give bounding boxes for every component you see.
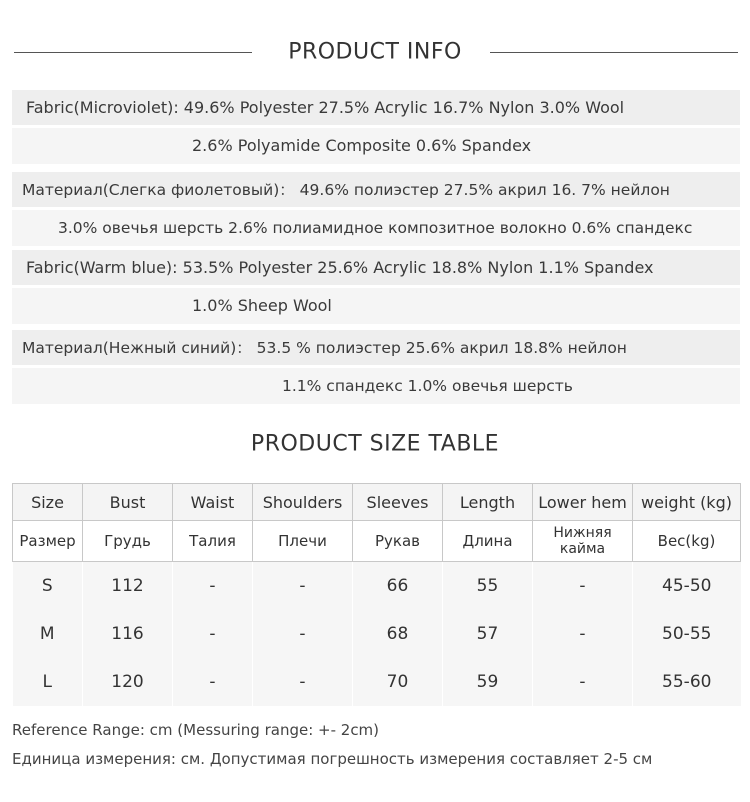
column-header: Bust — [83, 484, 173, 521]
fabric-info-block-ru-blue — [12, 330, 740, 404]
table-cell: M — [13, 610, 83, 658]
column-header: Нижняя кайма — [533, 521, 633, 562]
size-table-title: PRODUCT SIZE TABLE — [250, 431, 500, 457]
table-cell: 45-50 — [633, 562, 741, 611]
size-table-header — [0, 424, 750, 464]
table-cell: 55-60 — [633, 658, 741, 706]
table-cell: - — [533, 658, 633, 706]
table-cell: - — [173, 562, 253, 611]
table-cell: 116 — [83, 610, 173, 658]
table-cell: 59 — [443, 658, 533, 706]
header-row-ru — [13, 521, 741, 562]
table-cell: - — [253, 610, 353, 658]
table-cell: - — [173, 658, 253, 706]
reference-range-note-ru: Единица измерения: см. Допустимая погрешность измерения составляет 2-5 см — [12, 750, 653, 768]
table-cell: - — [253, 658, 353, 706]
column-header: Lower hem — [533, 484, 633, 521]
column-header: Size — [13, 484, 83, 521]
table-row — [13, 658, 741, 706]
fabric-info-line: 2.6% Polyamide Composite 0.6% Spandex — [12, 128, 740, 164]
table-cell: L — [13, 658, 83, 706]
product-info-header — [0, 32, 750, 72]
table-cell: 66 — [353, 562, 443, 611]
table-cell: 120 — [83, 658, 173, 706]
size-table — [12, 483, 741, 706]
table-row — [13, 562, 741, 611]
column-header: Талия — [173, 521, 253, 562]
fabric-info-block-ru-violet — [12, 172, 740, 246]
column-header: Длина — [443, 521, 533, 562]
column-header: Shoulders — [253, 484, 353, 521]
fabric-info-block-microviolet — [12, 90, 740, 164]
table-cell: - — [533, 610, 633, 658]
fabric-info-line: 1.0% Sheep Wool — [12, 288, 740, 324]
fabric-info-line: 3.0% овечья шерсть 2.6% полиамидное композитное волокно 0.6% спандекс — [12, 210, 740, 246]
fabric-info-line: Fabric(Microviolet): 49.6% Polyester 27.5% Acrylic 16.7% Nylon 3.0% Wool — [12, 90, 740, 128]
column-header: Waist — [173, 484, 253, 521]
fabric-info-line: Fabric(Warm blue): 53.5% Polyester 25.6% Acrylic 18.8% Nylon 1.1% Spandex — [12, 250, 740, 288]
header-rule-right — [490, 52, 738, 53]
reference-range-note-en: Reference Range: cm (Messuring range: +- 2cm) — [12, 721, 380, 739]
fabric-info-line: Материал(Нежный синий)： 53.5 % полиэстер 25.6% акрил 18.8% нейлон — [12, 330, 740, 368]
product-info-title: PRODUCT INFO — [288, 39, 462, 65]
table-cell: S — [13, 562, 83, 611]
column-header: Sleeves — [353, 484, 443, 521]
column-header: Рукав — [353, 521, 443, 562]
table-row — [13, 610, 741, 658]
column-header: Грудь — [83, 521, 173, 562]
fabric-info-line: 1.1% спандекс 1.0% овечья шерсть — [12, 368, 740, 404]
table-cell: 57 — [443, 610, 533, 658]
column-header: Вес(kg) — [633, 521, 741, 562]
fabric-info-block-warm-blue — [12, 250, 740, 324]
table-cell: 50-55 — [633, 610, 741, 658]
table-cell: - — [533, 562, 633, 611]
table-cell: 112 — [83, 562, 173, 611]
fabric-info-line: Материал(Слегка фиолетовый)： 49.6% полиэстер 27.5% акрил 16. 7% нейлон — [12, 172, 740, 210]
column-header: weight (kg) — [633, 484, 741, 521]
table-cell: - — [173, 610, 253, 658]
column-header: Размер — [13, 521, 83, 562]
table-cell: 68 — [353, 610, 443, 658]
column-header: Плечи — [253, 521, 353, 562]
column-header: Length — [443, 484, 533, 521]
table-cell: - — [253, 562, 353, 611]
table-cell: 55 — [443, 562, 533, 611]
header-row-en — [13, 484, 741, 521]
table-cell: 70 — [353, 658, 443, 706]
